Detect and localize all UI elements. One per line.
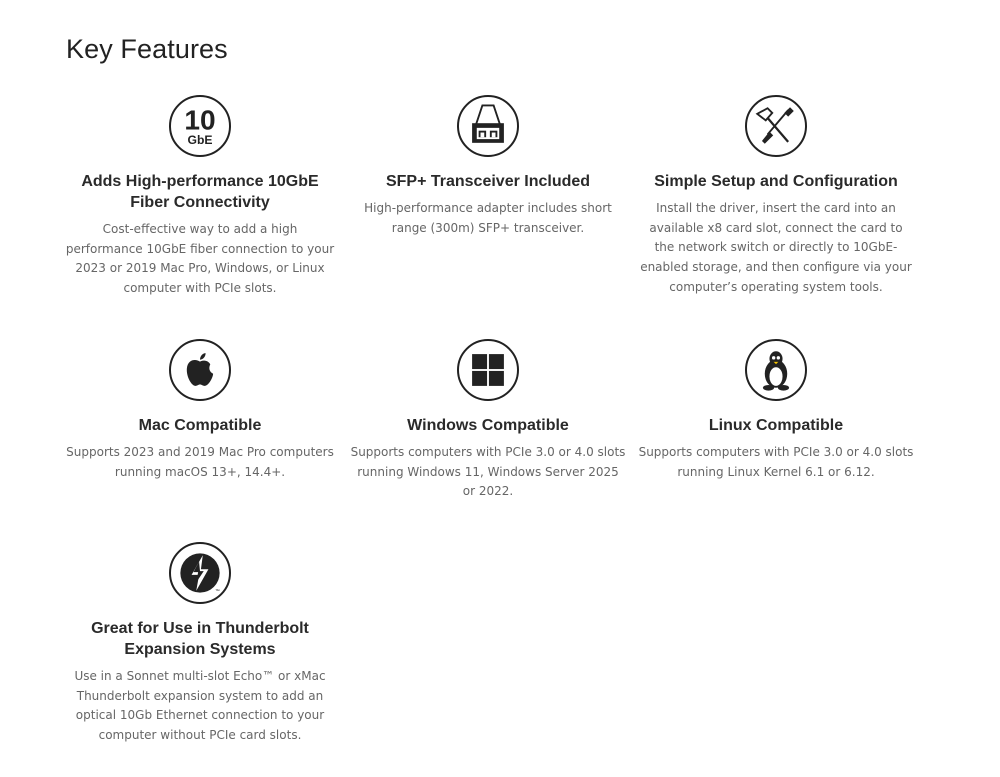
feature-title: Mac Compatible (138, 417, 262, 434)
feature-title: Adds High-performance 10GbE Fiber Connectivity (81, 173, 319, 211)
linux-tux-icon (745, 339, 807, 401)
10gbe-icon (169, 95, 231, 157)
feature-description: Supports computers with PCIe 3.0 or 4.0 slots running Linux Kernel 6.1 or 6.12. (638, 445, 914, 479)
feature-description: High-performance adapter includes short range (300m) SFP+ transceiver. (364, 201, 612, 235)
10gbe-icon-number: 10 (184, 104, 216, 136)
feature-description: Cost-effective way to add a high performance 10GbE fiber connection to your 2023 or 2019 Mac Pro, Windows, or Linux computer with PCIe slots. (65, 222, 335, 296)
feature-description: Supports 2023 and 2019 Mac Pro computers running macOS 13+, 14.4+. (66, 445, 334, 479)
feature-title: Simple Setup and Configuration (654, 173, 898, 190)
feature-sfp-transceiver (343, 95, 633, 238)
feature-title: SFP+ Transceiver Included (385, 173, 591, 190)
feature-mac-compatible (55, 339, 345, 482)
windows-icon (457, 339, 519, 401)
feature-simple-setup (631, 95, 921, 298)
feature-description: Supports computers with PCIe 3.0 or 4.0 slots running Windows 11, Windows Server 2025 or 2022. (350, 445, 626, 499)
feature-title: Linux Compatible (708, 417, 844, 434)
feature-description: Use in a Sonnet multi-slot Echo™ or xMac Thunderbolt expansion system to add an optical 10Gb Ethernet connection to your computer without PCIe card slots. (74, 669, 326, 743)
10gbe-icon-label: GbE (187, 132, 213, 147)
sfp-transceiver-icon (457, 95, 519, 157)
apple-icon (169, 339, 231, 401)
feature-thunderbolt-expansion (55, 542, 345, 746)
thunderbolt-trademark: ™ (214, 588, 220, 594)
feature-description: Install the driver, insert the card into an available x8 card slot, connect the card to the network switch or directly to 10GbE-enabled storage, and then configure via your computer’s operating system tools. (640, 201, 912, 294)
feature-windows-compatible (343, 339, 633, 502)
tools-icon (745, 95, 807, 157)
feature-10gbe (55, 95, 345, 299)
feature-title: Great for Use in Thunderbolt Expansion Systems (91, 620, 309, 658)
feature-linux-compatible (631, 339, 921, 482)
thunderbolt-icon (169, 542, 231, 604)
feature-title: Windows Compatible (407, 417, 569, 434)
page-title: Key Features (66, 34, 228, 64)
